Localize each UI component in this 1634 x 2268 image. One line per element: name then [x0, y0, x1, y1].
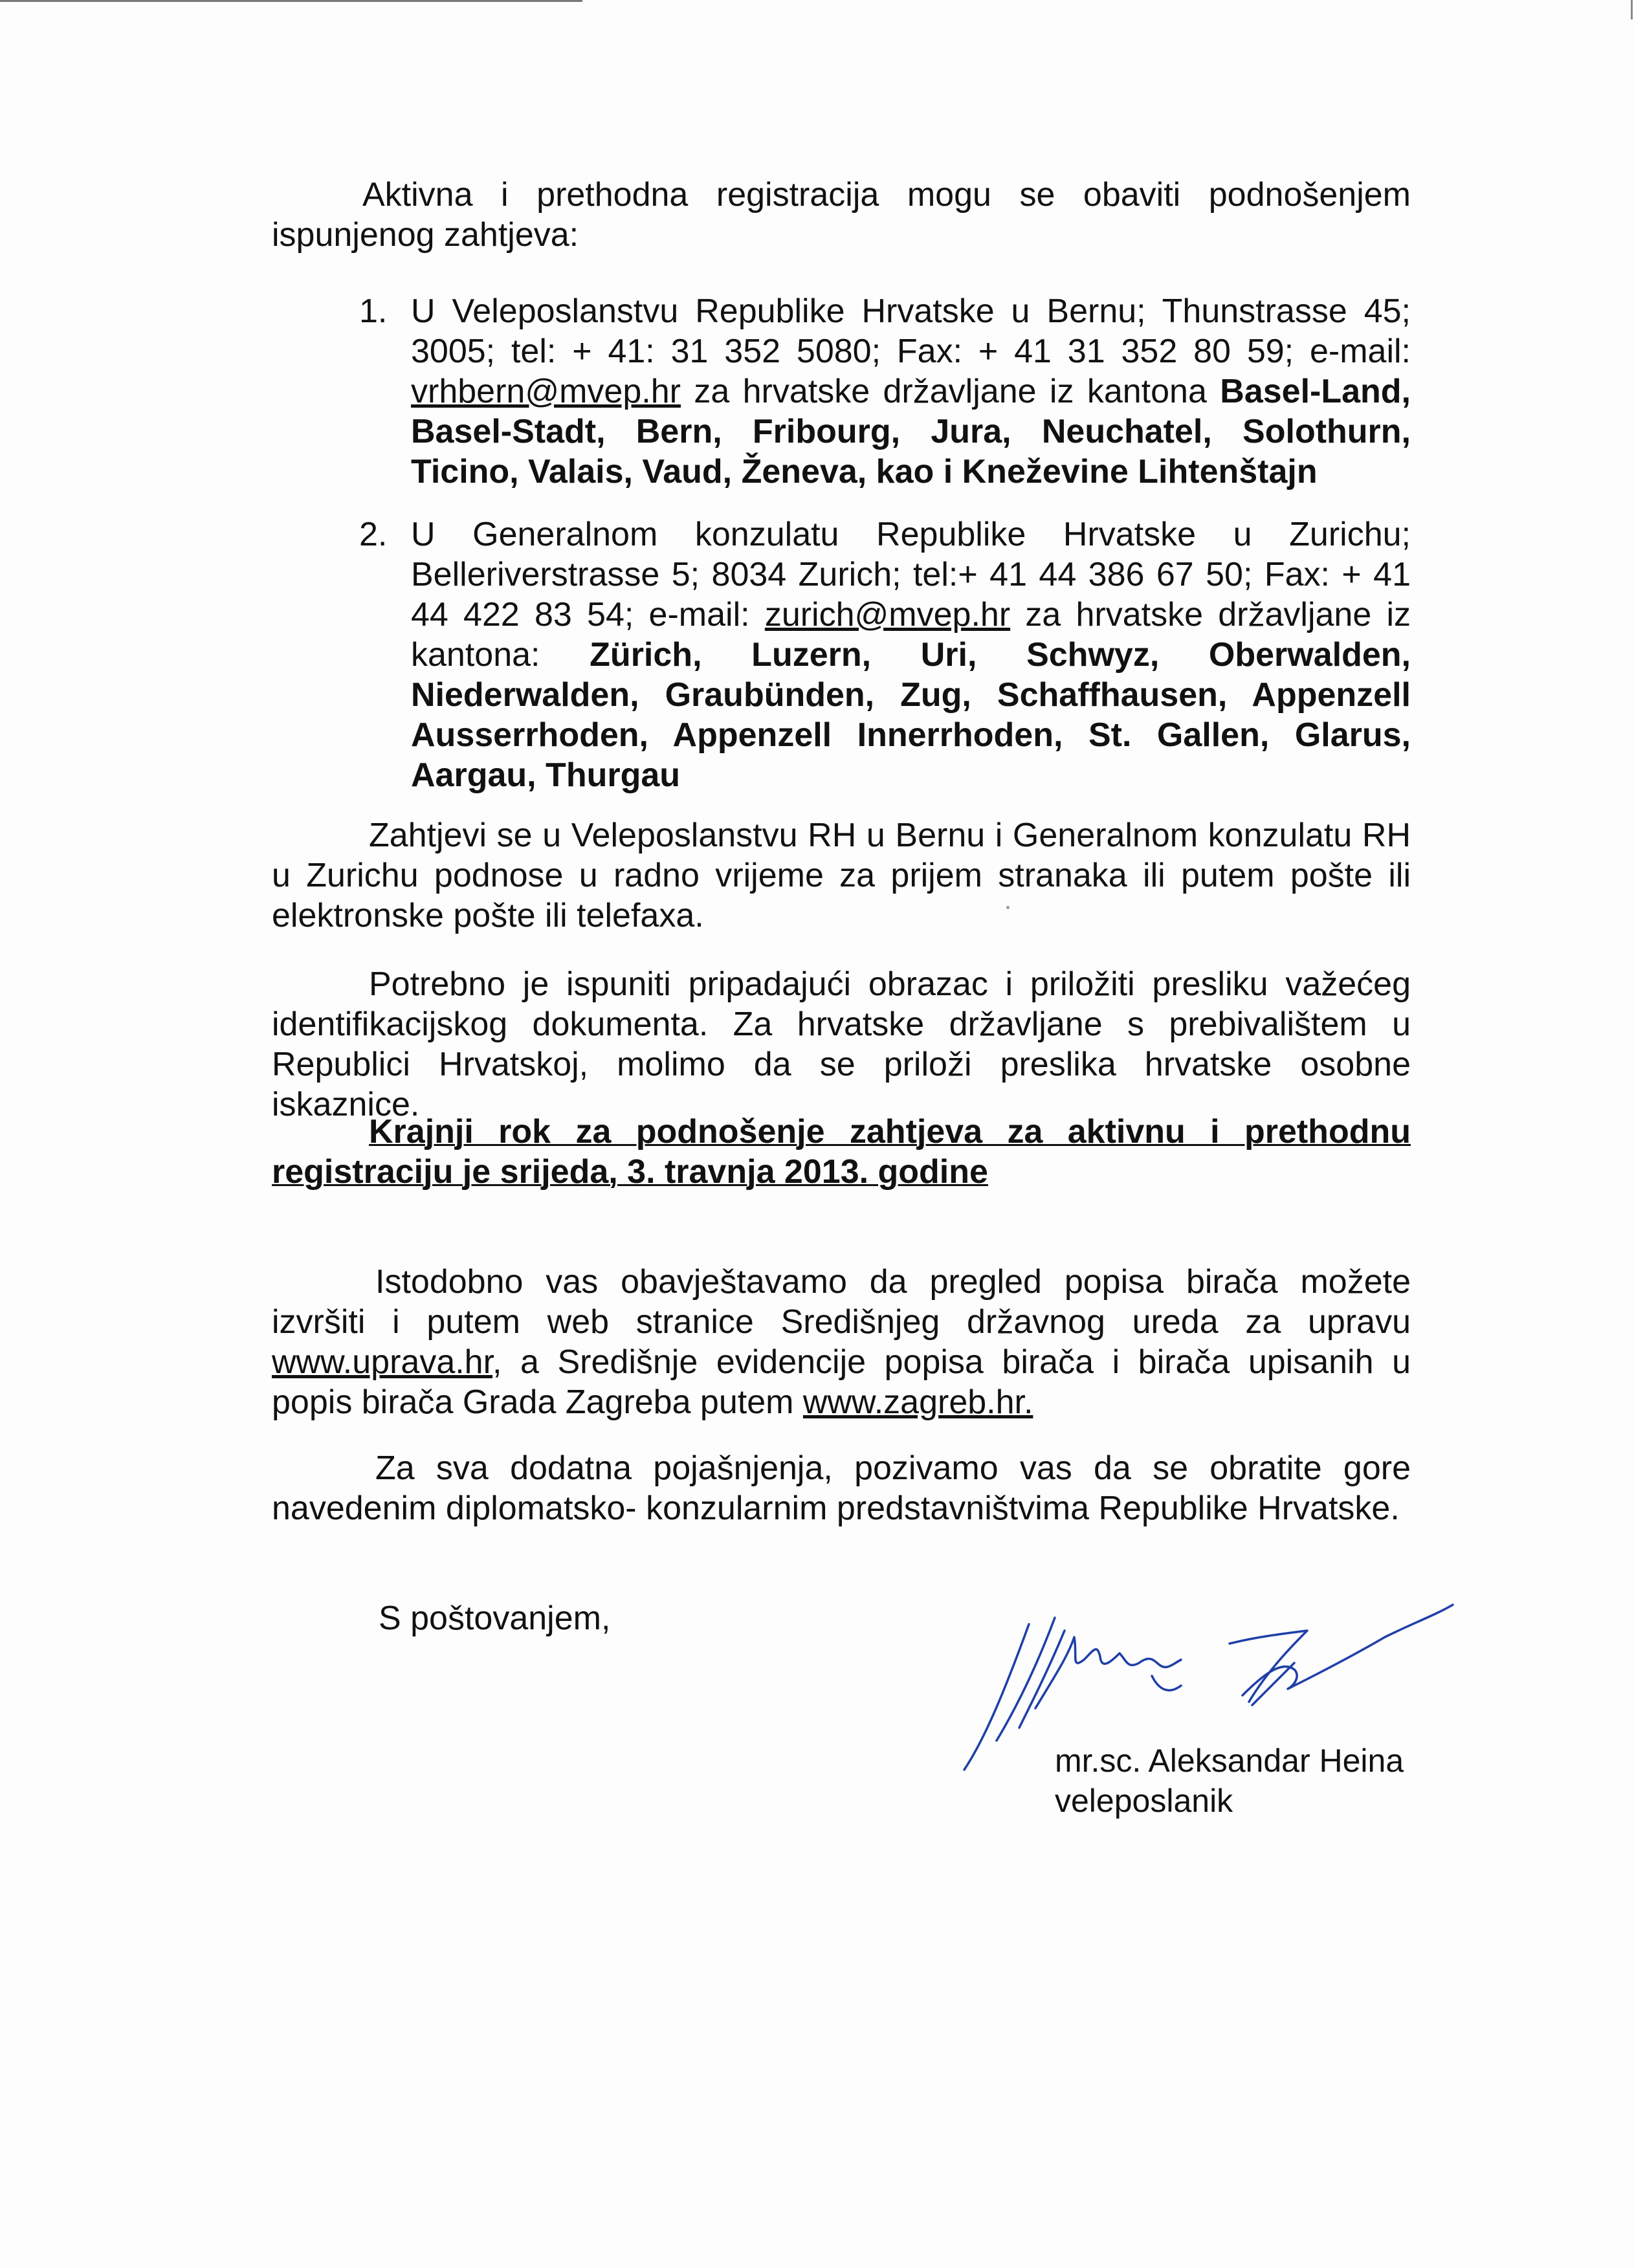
- zurich-email-link[interactable]: zurich@mvep.hr: [764, 596, 1011, 633]
- bern-email-link[interactable]: vrhbern@mvep.hr: [411, 373, 681, 410]
- list-item-zurich: [359, 514, 1411, 795]
- review-paragraph: [272, 1262, 1411, 1422]
- zurich-cantons: Zürich, Luzern, Uri, Schwyz, Oberwalden, Niederwalden, Graubünden, Zug, Schaffhausen, Appenzell Ausserrhoden, Appenzell Innerrhoden, St. Gallen, Glarus, Aargau, Thurgau: [411, 636, 1411, 794]
- signatory-title: veleposlanik: [1055, 1783, 1233, 1819]
- review-text-a: Istodobno vas obavještavamo da pregled popisa birača možete izvršiti i putem web stranice Središnjeg državnog ureda za upravu: [272, 1263, 1411, 1341]
- review-text-b: , a Središnje evidencije popisa birača i birača upisanih u popis birača Grada Zagreba putem: [272, 1343, 1411, 1421]
- signatory-block: [1055, 1741, 1404, 1821]
- list-number: 1.: [359, 292, 388, 330]
- zurich-address: U Generalnom konzulatu Republike Hrvatske u Zurichu; Belleriverstrasse 5; 8034 Zurich; tel:+ 41 44 386 67 50; Fax: + 41 44 422 83 54; e-mail:: [411, 516, 1411, 633]
- scan-edge-right: [1631, 0, 1633, 19]
- zagreb-link[interactable]: www.zagreb.hr.: [802, 1383, 1033, 1421]
- scan-speck: [1006, 906, 1010, 909]
- closing-salutation: S poštovanjem,: [379, 1600, 611, 1637]
- bern-scope: za hrvatske državljane iz kantona: [694, 373, 1207, 410]
- bern-cantons: Basel-Land, Basel-Stadt, Bern, Fribourg, Jura, Neuchatel, Solothurn, Ticino, Valais, Vaud, Ženeva, kao i Kneževine Lihtenštajn: [411, 373, 1411, 490]
- bern-address: U Veleposlanstvu Republike Hrvatske u Bernu; Thunstrasse 45; 3005; tel: + 41: 31 352 5080; Fax: + 41 31 352 80 59; e-mail:: [411, 292, 1411, 370]
- list-number: 2.: [359, 516, 388, 553]
- list-item-bern: [359, 291, 1411, 492]
- contact-paragraph: Za sva dodatna pojašnjenja, pozivamo vas da se obratite gore navedenim diplomatsko- konzularnim predstavništvima Republike Hrvatske.: [272, 1449, 1411, 1527]
- deadline-paragraph: Krajnji rok za podnošenje zahtjeva za aktivnu i prethodnu registraciju je srijeda, 3. travnja 2013. godine: [272, 1113, 1411, 1191]
- submission-paragraph: Zahtjevi se u Veleposlanstvu RH u Bernu i Generalnom konzulatu RH u Zurichu podnose u radno vrijeme za prijem stranaka ili putem pošte ili elektronske pošte ili telefaxa.: [272, 817, 1411, 934]
- scan-edge-top: [0, 0, 582, 2]
- form-paragraph: Potrebno je ispuniti pripadajući obrazac i priložiti presliku važećeg identifikacijskog dokumenta. Za hrvatske državljane s prebivalištem u Republici Hrvatskoj, molimo da se priloži preslika hrvatske osobne iskaznice.: [272, 965, 1411, 1123]
- intro-paragraph: Aktivna i prethodna registracija mogu se obaviti podnošenjem ispunjenog zahtjeva:: [272, 176, 1411, 254]
- signatory-name: mr.sc. Aleksandar Heina: [1055, 1743, 1404, 1779]
- zurich-scope: za hrvatske državljane iz kantona:: [411, 596, 1411, 674]
- uprava-link[interactable]: www.uprava.hr: [272, 1343, 493, 1381]
